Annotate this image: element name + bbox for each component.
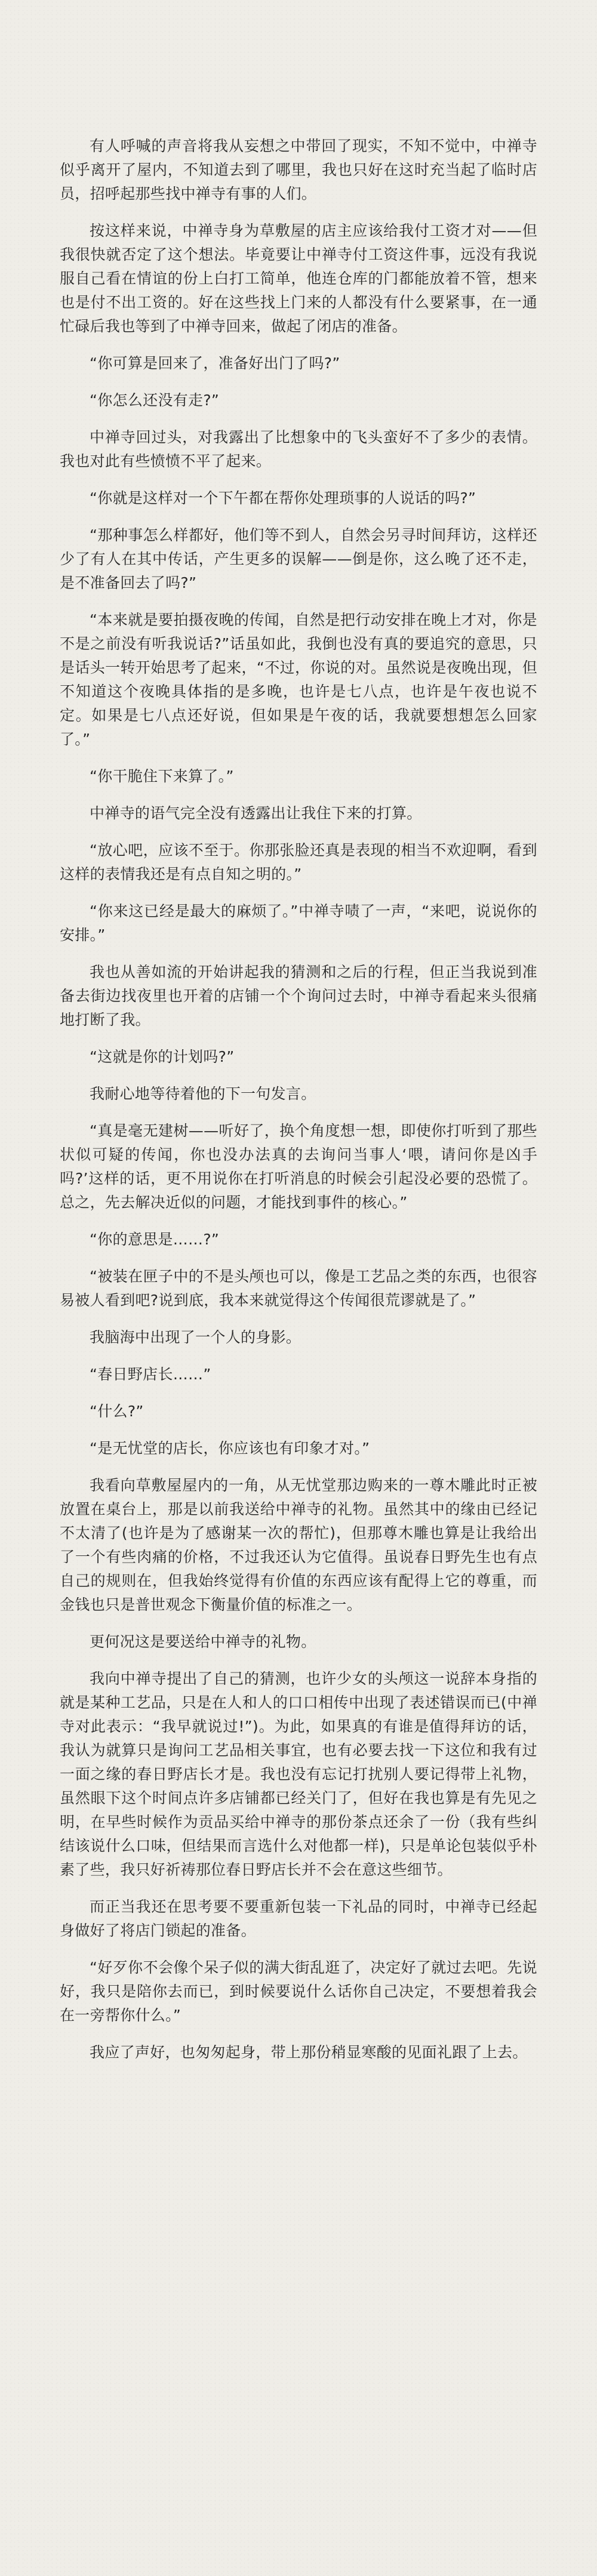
paragraph: “你就是这样对一个下午都在帮你处理琐事的人说话的吗?” <box>90 489 476 507</box>
paragraph: “这就是你的计划吗?” <box>90 1048 235 1065</box>
paragraph: “你干脆住下来算了。” <box>90 768 234 785</box>
paragraph: 我耐心地等待着他的下一句发言。 <box>90 1085 316 1102</box>
paragraph: “春日野店长……” <box>90 1366 211 1383</box>
paragraph: “什么?” <box>90 1403 144 1420</box>
paragraph: “是无忧堂的店长，你应该也有印象才对。” <box>90 1440 370 1457</box>
paragraph: 更何况这是要送给中禅寺的礼物。 <box>90 1633 316 1650</box>
paragraph: 我应了声好，也匆匆起身，带上那份稍显寒酸的见面礼跟了上去。 <box>90 2044 528 2061</box>
paragraph: “真是毫无建树——听好了，换个角度想一想，即使你打听到了那些状似可疑的传闻，你也没办法真的去询问当事人‘喂，请问你是凶手吗?’这样的话，更不用说你在打听消息的时候会引起没必要的恐慌了。总之，先去解决近似的问题，才能找到事件的核心。” <box>60 1122 537 1211</box>
paragraph: “那种事怎么样都好，他们等不到人，自然会另寻时间拜访，这样还少了有人在其中传话，产生更多的误解——倒是你，这么晚了还不走，是不准备回去了吗?” <box>60 526 537 591</box>
paragraph: 我看向草敷屋屋内的一角，从无忧堂那边购来的一尊木雕此时正被放置在桌台上，那是以前我送给中禅寺的礼物。虽然其中的缘由已经记不太清了(也许是为了感谢某一次的帮忙)，但那尊木雕也算是让我给出了一个有些肉痛的价格，不过我还认为它值得。虽说春日野先生也有点自己的规则在，但我始终觉得有价值的东西应该有配得上它的尊重，而金钱也只是普世观念下衡量价值的标准之一。 <box>60 1477 537 1613</box>
paragraph: 而正当我还在思考要不要重新包装一下礼品的同时，中禅寺已经起身做好了将店门锁起的准备。 <box>60 1898 537 1939</box>
paragraph: 我向中禅寺提出了自己的猜测，也许少女的头颅这一说辞本身指的就是某种工艺品，只是在人和人的口口相传中出现了表述错误而已(中禅寺对此表示：“我早就说过!”)。为此，如果真的有谁是值得拜访的话，我认为就算只是询问工艺品相关事宜，也有必要去找一下这位和我有过一面之缘的春日野店长才是。我也没有忘记打扰别人要记得带上礼物，虽然眼下这个时间点许多店铺都已经关门了，但好在我也算是有先见之明，在早些时候作为贡品买给中禅寺的那份茶点还余了一份（我有些纠结该说什么口味，但结果而言选什么对他都一样)，只是单论包装似乎朴素了些，我只好祈祷那位春日野店长并不会在意这些细节。 <box>60 1670 537 1878</box>
paragraph: “你可算是回来了，准备好出门了吗?” <box>90 355 340 372</box>
paragraph: “本来就是要拍摄夜晚的传闻，自然是把行动安排在晚上才对，你是不是之前没有听我说话?”话虽如此，我倒也没有真的要追究的意思，只是话头一转开始思考了起来，“不过，你说的对。虽然说是夜晚出现，但不知道这个夜晚具体指的是多晚，也许是七八点，也许是午夜也说不定。如果是七八点还好说，但如果是午夜的话，我就要想想怎么回家了。” <box>60 611 537 748</box>
paragraph: 中禅寺回过头，对我露出了比想象中的飞头蛮好不了多少的表情。我也对此有些愤愤不平了起来。 <box>60 429 537 470</box>
paragraph: “你怎么还没有走?” <box>90 392 220 409</box>
paragraph: “你来这已经是最大的麻烦了。”中禅寺啧了一声，“来吧，说说你的安排。” <box>60 902 537 944</box>
paragraph: “放心吧，应该不至于。你那张脸还真是表现的相当不欢迎啊，看到这样的表情我还是有点自知之明的。” <box>60 842 537 883</box>
paragraph: 有人呼喊的声音将我从妄想之中带回了现实，不知不觉中，中禅寺似乎离开了屋内，不知道去到了哪里，我也只好在这时充当起了临时店员，招呼起那些找中禅寺有事的人们。 <box>60 137 537 202</box>
paragraph: 按这样来说，中禅寺身为草敷屋的店主应该给我付工资才对——但我很快就否定了这个想法。毕竟要让中禅寺付工资这件事，远没有我说服自己看在情谊的份上白打工简单，他连仓库的门都能放着不管，想来也是付不出工资的。好在这些找上门来的人都没有什么要紧事，在一通忙碌后我也等到了中禅寺回来，做起了闭店的准备。 <box>60 222 537 335</box>
paragraph: 我脑海中出现了一个人的身影。 <box>90 1329 301 1346</box>
paragraph: “好歹你不会像个呆子似的满大街乱逛了，决定好了就过去吧。先说好，我只是陪你去而已，到时候要说什么话你自己决定，不要想着我会在一旁帮你什么。” <box>60 1959 537 2024</box>
paragraph: 我也从善如流的开始讲起我的猜测和之后的行程，但正当我说到准备去街边找夜里也开着的店铺一个个询问过去时，中禅寺看起来头很痛地打断了我。 <box>60 963 537 1028</box>
paragraph: 中禅寺的语气完全没有透露出让我住下来的打算。 <box>90 805 422 822</box>
story-text <box>60 134 537 2065</box>
paragraph: “你的意思是……?” <box>90 1231 220 1248</box>
paragraph: “被装在匣子中的不是头颅也可以，像是工艺品之类的东西，也很容易被人看到吧?说到底，我本来就觉得这个传闻很荒谬就是了。” <box>60 1268 537 1309</box>
